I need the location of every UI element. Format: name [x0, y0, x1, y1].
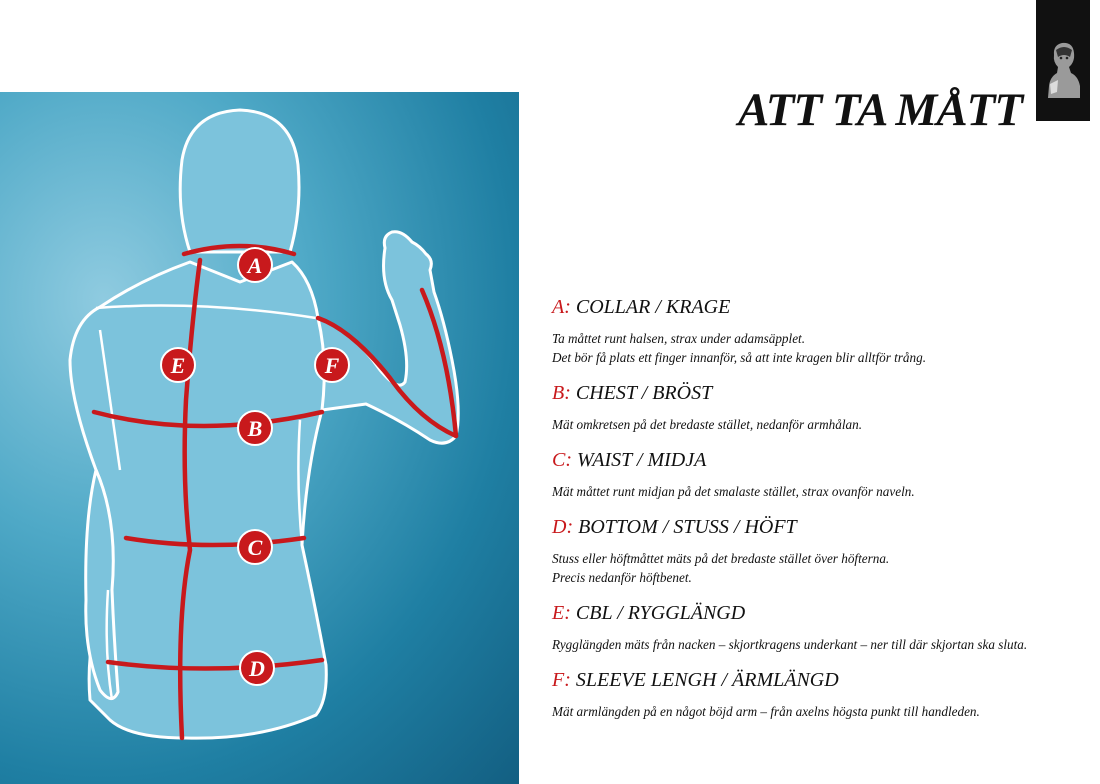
marker-a	[238, 248, 272, 282]
svg-text:C: C	[247, 535, 263, 560]
item-heading	[552, 449, 1072, 472]
item-chest	[552, 382, 1072, 434]
svg-text:A: A	[247, 253, 263, 278]
measurement-instructions	[552, 296, 1072, 721]
description-line: Precis nedanför höftbenet.	[552, 570, 692, 585]
item-heading	[552, 296, 1072, 319]
item-letter: E:	[552, 602, 571, 624]
item-description	[552, 635, 1072, 654]
item-description	[552, 702, 1072, 721]
marker-e	[161, 348, 195, 382]
description-line: Det bör få plats ett finger innanför, så att inte kragen blir alltför trång.	[552, 350, 927, 365]
mannequin-illustration	[0, 92, 519, 784]
description-line: Ta måttet runt halsen, strax under adamsäpplet.	[552, 331, 806, 346]
item-cbl	[552, 602, 1072, 654]
item-description	[552, 482, 1072, 501]
page-title: ATT TA MÅTT	[738, 84, 1023, 137]
item-letter: F:	[552, 669, 571, 691]
item-heading	[552, 602, 1072, 625]
item-description	[552, 549, 1072, 587]
item-description	[552, 415, 1072, 434]
description-line: Rygglängden mäts från nacken – skjortkragens underkant – ner till där skjortan ska sluta.	[552, 637, 1028, 652]
description-line: Mät måttet runt midjan på det smalaste stället, strax ovanför naveln.	[552, 484, 915, 499]
measurement-figure	[0, 92, 519, 784]
svg-text:F: F	[324, 353, 340, 378]
item-bottom	[552, 516, 1072, 587]
item-label: COLLAR / KRAGE	[575, 296, 731, 318]
marker-b	[238, 411, 272, 445]
item-waist	[552, 449, 1072, 501]
item-letter: D:	[552, 516, 574, 538]
item-collar	[552, 296, 1072, 367]
item-heading	[552, 669, 1072, 692]
item-label: CHEST / BRÖST	[575, 382, 713, 404]
item-heading	[552, 382, 1072, 405]
item-label: SLEEVE LENGH / ÄRMLÄNGD	[575, 669, 839, 691]
silhouette-portrait-logo	[1036, 0, 1090, 121]
brand-logo-tab	[1036, 0, 1090, 121]
item-letter: A:	[552, 296, 571, 318]
marker-f	[315, 348, 349, 382]
item-label: WAIST / MIDJA	[577, 449, 707, 471]
svg-text:D: D	[249, 656, 265, 681]
item-letter: B:	[552, 382, 571, 404]
item-letter: C:	[552, 449, 572, 471]
svg-text:E: E	[170, 353, 186, 378]
description-line: Mät armlängden på en något böjd arm – från axelns högsta punkt till handleden.	[552, 704, 980, 719]
item-label: BOTTOM / STUSS / HÖFT	[578, 516, 797, 538]
marker-d	[240, 651, 274, 685]
svg-text:B: B	[247, 416, 263, 441]
description-line: Stuss eller höftmåttet mäts på det bredaste stället över höfterna.	[552, 551, 890, 566]
description-line: Mät omkretsen på det bredaste stället, nedanför armhålan.	[552, 417, 862, 432]
item-heading	[552, 516, 1072, 539]
item-label: CBL / RYGGLÄNGD	[575, 602, 746, 624]
item-description	[552, 329, 1072, 367]
item-sleeve	[552, 669, 1072, 721]
marker-c	[238, 530, 272, 564]
